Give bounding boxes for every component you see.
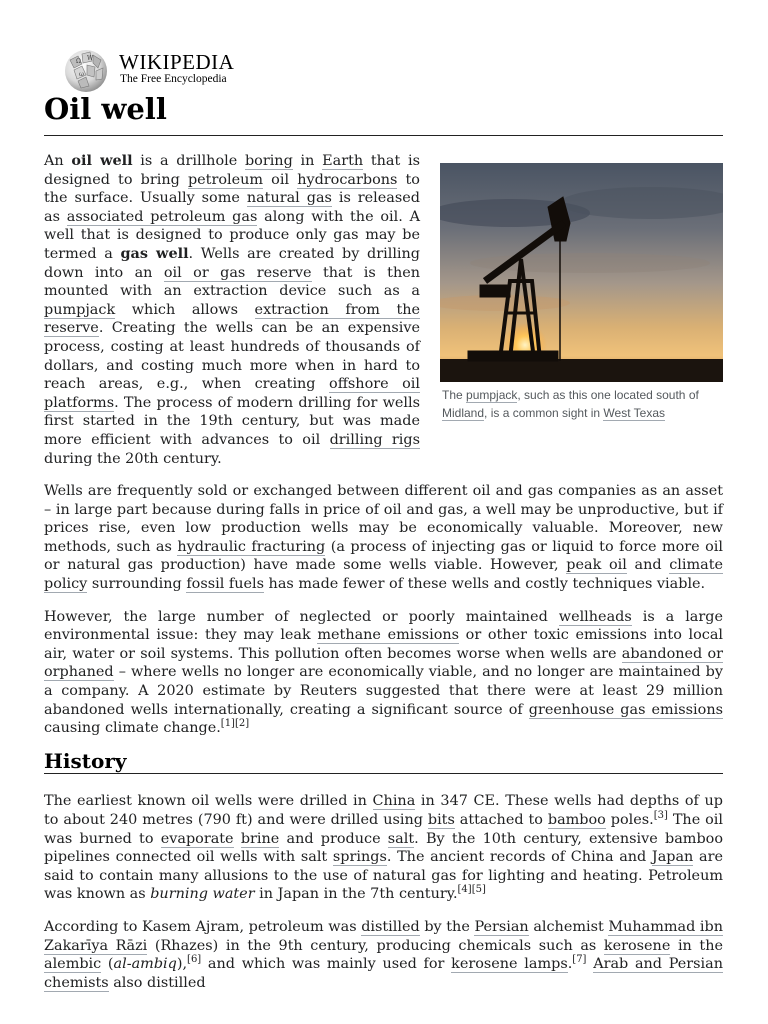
article-link[interactable]: Midland <box>442 406 485 420</box>
intro-paragraph-2 <box>44 482 723 594</box>
text-run: ( <box>101 956 114 973</box>
article-link[interactable]: brine <box>240 830 280 847</box>
text-run: in Japan in the 7th century. <box>254 886 458 903</box>
citation-link[interactable]: [2] <box>234 718 250 730</box>
pumpjack-photo[interactable] <box>440 163 723 382</box>
article-link[interactable]: extraction from the reserve <box>44 301 421 337</box>
article-link[interactable]: Arab and Persian chemists <box>44 956 723 991</box>
text-run: (Rhazes) in the 9th century, producing chemicals such as <box>147 937 604 954</box>
citation <box>472 885 486 896</box>
citation <box>187 954 201 965</box>
article-link[interactable]: boring <box>244 153 293 169</box>
text-run: The <box>442 388 467 402</box>
text-run: (a process of injecting gas or liquid to force more oil or natural gas production) have made some wells viable. However, <box>44 538 724 574</box>
text-run: along with the oil. A well that is designed to produce only gas may be termed a <box>44 208 420 262</box>
text-run: during the 20th century. <box>44 450 222 467</box>
text-run: or other toxic emissions into local air, water or soil systems. This pollution often becomes worse when wells are <box>44 627 724 662</box>
article-link[interactable]: Earth <box>322 153 364 169</box>
text-run: The earliest known oil wells were drilled in <box>44 793 373 810</box>
title-divider <box>44 135 723 136</box>
article-link[interactable]: salt <box>387 830 415 847</box>
italic-term: al-ambiq <box>113 956 177 973</box>
article-link[interactable]: alembic <box>44 956 102 973</box>
article-link[interactable]: peak oil <box>566 557 627 574</box>
svg-text:W: W <box>87 55 94 62</box>
text-run: . The ancient records of China and <box>386 849 652 866</box>
italic-term: burning water <box>150 886 255 903</box>
citation <box>458 885 472 896</box>
text-run: in 347 CE. These wells had depths of up to about 240 metres (790 ft) and were drilled using <box>44 793 723 828</box>
bold-term: gas well <box>120 244 189 262</box>
text-run: also distilled <box>108 974 206 991</box>
article-link[interactable]: wellheads <box>558 608 632 625</box>
citation-link[interactable]: [4] <box>457 884 472 896</box>
article-link[interactable]: associated petroleum gas <box>66 208 258 225</box>
article-link[interactable]: greenhouse gas emissions <box>528 701 723 718</box>
text-run: in <box>292 153 323 169</box>
citation <box>654 810 668 821</box>
text-run: poles. <box>605 812 654 828</box>
text-run: causing climate change. <box>44 720 221 737</box>
article-body <box>44 152 723 1006</box>
article-link[interactable]: Persian <box>474 918 529 935</box>
article-link[interactable]: evaporate <box>160 830 234 847</box>
section-heading-history: History <box>44 752 723 775</box>
text-run: ), <box>176 956 188 973</box>
citation-link[interactable]: [3] <box>653 810 668 822</box>
text-run: by the <box>419 918 475 935</box>
citation-link[interactable]: [5] <box>471 884 486 896</box>
article-link[interactable]: oil or gas reserve <box>163 264 312 281</box>
text-run: – where wells no longer are economically viable, and no longer are maintained by a company. A 2020 estimate by Reuters suggested that there were at least 29 million abandoned wells internationally, creating a significant source of <box>44 664 723 718</box>
article-link[interactable]: petroleum <box>187 171 264 188</box>
text-run: Wells are frequently sold or exchanged between different oil and gas companies as an asset – in large part because during falls in price of oil and gas, a well may be unproductive, but if prices rise, even low production wells may be economically valuable. Moreover, new methods, such as <box>44 483 723 555</box>
text-run: , is a common sight in <box>484 406 604 420</box>
article-link[interactable]: distilled <box>361 918 420 935</box>
article-link[interactable]: kerosene <box>603 937 671 954</box>
citation-link[interactable]: [7] <box>572 954 587 966</box>
page-title: Oil well <box>44 92 167 126</box>
article-link[interactable]: abandoned or orphaned <box>44 645 723 681</box>
citation <box>235 718 249 729</box>
wikipedia-globe-logo <box>62 46 110 94</box>
article-link[interactable]: pumpjack <box>466 388 518 402</box>
article-link[interactable]: pumpjack <box>44 301 116 318</box>
article-link[interactable]: drilling rigs <box>329 431 420 448</box>
text-run: and which was mainly used for <box>201 956 452 973</box>
text-run: that is designed to bring <box>44 153 420 188</box>
text-run: , such as this one located south of <box>517 388 699 402</box>
text-run <box>234 831 241 847</box>
text-run: The oil was burned to <box>44 812 724 847</box>
text-run: An <box>44 153 72 169</box>
article-link[interactable]: Muhammad ibn Zakarīya Rāzi <box>44 918 723 954</box>
intro-paragraph-3 <box>44 608 723 738</box>
article-link[interactable]: bits <box>427 812 455 828</box>
text-run: . <box>567 956 573 973</box>
article-link[interactable]: West Texas <box>603 406 666 420</box>
svg-text:ω: ω <box>79 71 84 78</box>
article-link[interactable]: hydraulic fracturing <box>177 538 326 555</box>
history-paragraph-1 <box>44 792 723 904</box>
citation-link[interactable]: [6] <box>187 954 202 966</box>
citation <box>221 718 235 729</box>
text-run: is a large environmental issue: they may leak <box>44 608 723 644</box>
text-run: oil <box>263 171 298 188</box>
article-link[interactable]: natural gas <box>246 190 332 207</box>
text-run: attached to <box>454 812 548 828</box>
pumpjack-figure <box>440 163 723 422</box>
history-paragraph-2 <box>44 918 723 992</box>
article-link[interactable]: springs <box>332 849 387 866</box>
text-run: is a drillhole <box>132 153 245 169</box>
article-link[interactable]: China <box>372 793 416 810</box>
figure-caption <box>440 386 723 422</box>
article-link[interactable]: methane emissions <box>317 627 460 644</box>
article-link[interactable]: climate policy <box>44 557 724 593</box>
wikipedia-wordmark: WIKIPEDIA <box>119 50 235 74</box>
citation-link[interactable]: [1] <box>220 718 235 730</box>
article-link[interactable]: Japan <box>651 849 694 866</box>
text-run: However, the large number of neglected or poorly maintained <box>44 608 559 625</box>
article-link[interactable]: hydrocarbons <box>297 171 398 188</box>
article-link[interactable]: kerosene lamps <box>451 956 568 973</box>
text-run: surrounding <box>87 576 187 593</box>
article-link[interactable]: offshore oil platforms <box>44 376 420 411</box>
text-run: According to Kasem Ajram, petroleum was <box>44 918 362 935</box>
text-run: has made fewer of these wells and costly techniques viable. <box>263 576 706 593</box>
text-run: that is then mounted with an extraction device such as a <box>44 264 421 300</box>
text-run: is released as <box>44 190 420 225</box>
text-run: alchemist <box>528 918 609 935</box>
citation <box>572 954 586 965</box>
article-link[interactable]: bamboo <box>547 812 606 828</box>
article-link[interactable]: fossil fuels <box>186 576 264 593</box>
text-run: are said to contain many allusions to the use of natural gas for lighting and heating. Petroleum was known as <box>44 849 723 903</box>
svg-text:Ω: Ω <box>76 58 81 65</box>
text-run: and produce <box>279 830 388 847</box>
text-run: . Creating the wells can be an expensive process, costing at least hundreds of thousands of dollars, and costing much more when in hard to reach areas, e.g., when creating <box>44 320 420 393</box>
wikipedia-tagline: The Free Encyclopedia <box>120 73 227 85</box>
text-run: . By the 10th century, extensive bamboo pipelines connected oil wells with salt <box>44 830 723 866</box>
text-run: which allows <box>115 301 255 318</box>
text-run: . The process of modern drilling for wells first started in the 19th century, but was made more efficient with advances to oil <box>44 394 420 448</box>
text-run: in the <box>670 937 723 954</box>
bold-term: oil well <box>71 152 133 169</box>
text-run: to the surface. Usually some <box>44 171 420 207</box>
text-run: . Wells are created by drilling down into an <box>44 245 421 281</box>
text-run: and <box>626 557 670 574</box>
